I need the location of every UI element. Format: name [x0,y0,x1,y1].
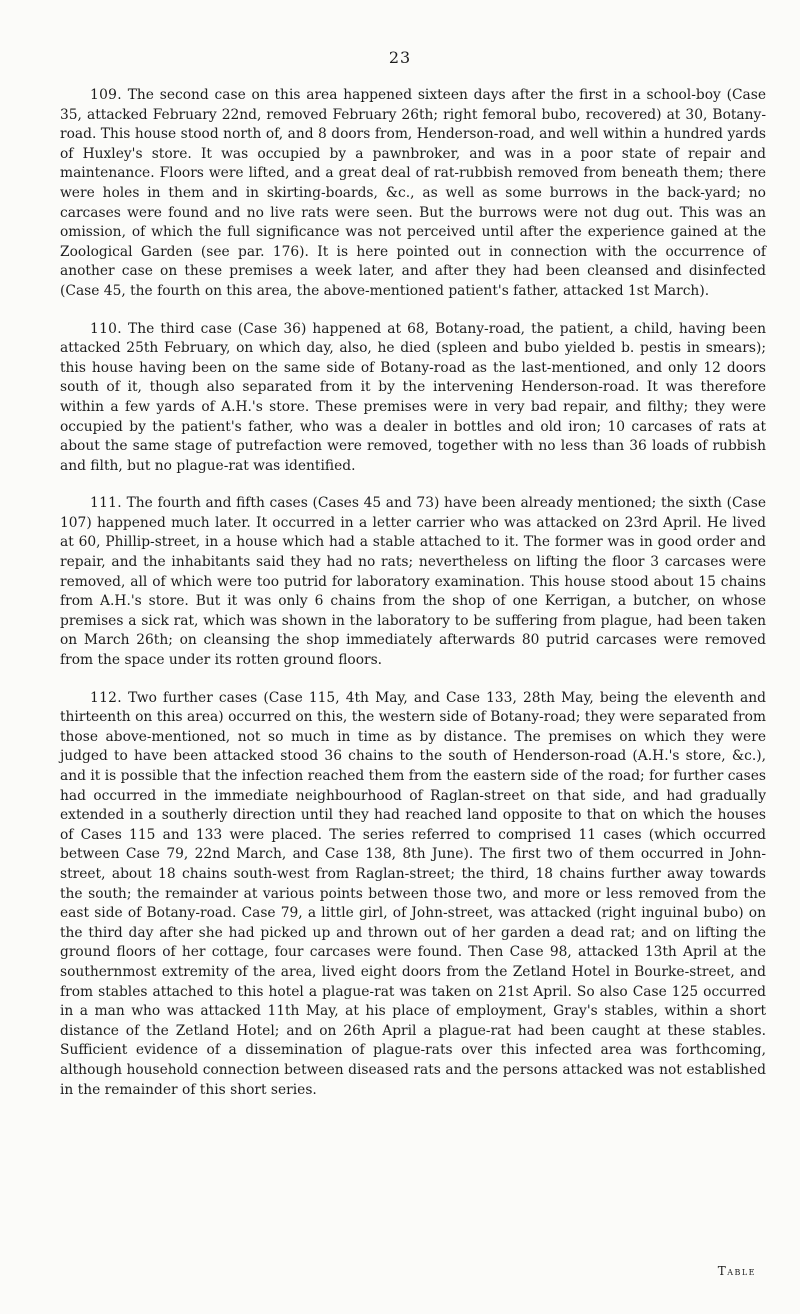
paragraph-112 [60,689,766,1100]
paragraph-110 [60,320,766,477]
body-text [60,86,766,1118]
paragraph-number: 110. [90,320,122,337]
paragraph-text: The fourth and fifth cases (Cases 45 and 73) have been already mentioned; the sixth (Case 107) happened much later. It occurred in a letter carrier who was attacked on 23rd April. He lived at 60, Phillip-street, in a house which had a stable attached to it. The former was in good order and repair, and the inhabitants said they had no rats; nevertheless on lifting the floor 3 carcases were removed, all of which were too putrid for laboratory examination. This house stood about 15 chains from A.H.'s store. But it was only 6 chains from the shop of one Kerrigan, a butcher, on whose premises a sick rat, which was shown in the laboratory to be suffering from plague, had been taken on March 26th; on cleansing the shop immediately afterwards 80 putrid carcases were removed from the space under its rotten ground floors. [60,495,766,669]
paragraph-111 [60,494,766,670]
page-number: 23 [388,48,412,67]
paragraph-text: The third case (Case 36) happened at 68, Botany-road, the patient, a child, having been attacked 25th February, on which day, also, he died (spleen and bubo yielded b. pestis in smears); this house having been on the same side of Botany-road as the last-mentioned, and only 12 doors south of it, though also separated from it by the intervening Henderson-road. It was therefore within a few yards of A.H.'s store. These premises were in very bad repair, and filthy; they were occupied by the patient's father, who was a dealer in bottles and old iron; 10 carcases of rats at about the same stage of putrefaction were removed, together with no less than 36 loads of rubbish and filth, but no plague-rat was identified. [60,320,766,474]
paragraph-number: 111. [90,495,122,512]
paragraph-number: 109. [90,87,122,103]
paragraph-text: Two further cases (Case 115, 4th May, and Case 133, 28th May, being the eleventh and thirteenth on this area) occurred on this, the western side of Botany-road; they were separated from those above-mentioned, not so much in time as by distance. The premises on which they were judged to have been attacked stood 36 chains to the south of Henderson-road (A.H.'s store, &c.), and it is possible that the infection reached them from the eastern side of the road; for further cases had occurred in the immediate neighbourhood of Raglan-street on that side, and had gradually extended in a southerly direction until they had reached land opposite to that on which the houses of Cases 115 and 133 were placed. The series referred to comprised 11 cases (which occurred between Case 79, 22nd March, and Case 138, 8th June). The first two of them occurred in John-street, about 18 chains south-west from Raglan-street; the third, 18 chains further away towards the south; the remainder at various points between those two, and more or less removed from the east side of Botany-road. Case 79, a little girl, of John-street, was attacked (right inguinal bubo) on the third day after she had picked up and thrown out of her garden a dead rat; and on lifting the ground floors of her cottage, four carcases were found. Then Case 98, attacked 13th April at the southernmost extremity of the area, lived eight doors from the Zetland Hotel in Bourke-street, and from stables attached to this hotel a plague-rat was taken on 21st April. So also Case 125 occurred in a man who was attacked 11th May, at his place of employment, Gray's stables, within a short distance of the Zetland Hotel; and on 26th April a plague-rat had been caught at these stables. Sufficient evidence of a dissemination of plague-rats over this infected area was forthcoming, although household connection between diseased rats and the persons attacked was not established in the remainder of this short series. [60,689,767,1098]
paragraph-109 [60,86,766,302]
paragraph-number: 112. [90,689,122,706]
catchword: Table [717,1264,756,1278]
paragraph-text: The second case on this area happened sixteen days after the first in a school-boy (Case 35, attacked February 22nd, removed February 26th; right femoral bubo, recovered) at 30, Botany-road. This house stood north of, and 8 doors from, Henderson-road, and well within a hundred yards of Huxley's store. It was occupied by a pawnbroker, and was in a poor state of repair and maintenance. Floors were lifted, and a great deal of rat-rubbish removed from beneath them; there were holes in them and in skirting-boards, &c., as well as some burrows in the back-yard; no carcases were found and no live rats were seen. But the burrows were not dug out. This was an omission, of which the full significance was not perceived until after the experience gained at the Zoological Garden (see par. 176). It is here pointed out in connection with the occurrence of another case on these premises a week later, and after they had been cleansed and disinfected (Case 45, the fourth on this area, the above-mentioned patient's father, attacked 1st March). [60,87,767,299]
